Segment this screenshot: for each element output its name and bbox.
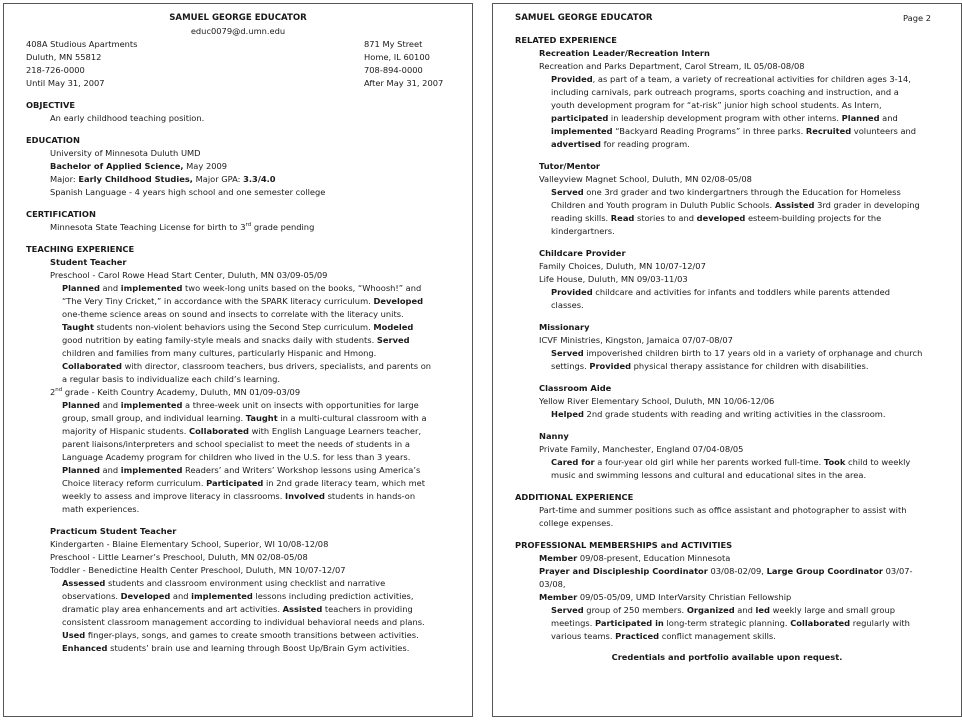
job-org: Life House, Duluth, MN 09/03-11/03 — [539, 274, 688, 284]
description-line: good nutrition by eating family-style meals and snacks daily with students. Served — [62, 335, 410, 345]
description-line: Assessed students and classroom environment using checklist and narrative — [62, 578, 386, 588]
additional-heading: ADDITIONAL EXPERIENCE — [515, 492, 634, 502]
description-line: including carnivals, park outreach programs, sports coaching and instruction, and a — [551, 87, 899, 97]
description-line: Collaborated with director, classroom teachers, bus drivers, specialists, and parents on — [62, 361, 432, 371]
related-heading: RELATED EXPERIENCE — [515, 35, 617, 45]
description-line: Planned and implemented a three-week unit on insects with opportunities for large — [62, 400, 419, 410]
description-line: Taught students non-violent behaviors using the Second Step curriculum. Modeled — [62, 322, 414, 332]
description-line: music and swimming lessons and cultural and educational sites in the area. — [551, 470, 867, 480]
objective-heading: OBJECTIVE — [26, 100, 76, 110]
additional-line: Part-time and summer positions such as office assistant and photographer to assist with — [539, 505, 907, 515]
job-org: Private Family, Manchester, England 07/04-08/05 — [539, 444, 744, 454]
job-org: ICVF Ministries, Kingston, Jamaica 07/07-08/07 — [539, 335, 733, 345]
description-line: meetings. Participated in long-term strategic planning. Collaborated regularly with — [551, 618, 910, 628]
description-line: majority of Hispanic students. Collaborated with English Language Learners teacher, — [62, 426, 422, 436]
address-right-line: After May 31, 2007 — [364, 78, 444, 88]
related-job — [515, 160, 939, 238]
practicum-description — [26, 577, 450, 655]
job-title: Nanny — [539, 431, 569, 441]
job1-description — [26, 282, 450, 386]
description-line: “The Very Tiny Cricket,” in accordance with the SPARK literacy curriculum. Developed — [62, 296, 424, 306]
job-title: Childcare Provider — [539, 248, 626, 258]
description-line: youth development program for “at-risk” junior high school students. As Intern, — [551, 100, 882, 110]
language: Spanish Language - 4 years high school and one semester college — [50, 187, 326, 197]
address-right-line: 708-894-0000 — [364, 65, 423, 75]
page2-header — [515, 12, 939, 25]
resume-page-2 — [492, 3, 962, 717]
description-line: group, small group, and individual learning. Taught in a multi-cultural classroom with a — [62, 413, 427, 423]
job-org: Family Choices, Duluth, MN 10/07-12/07 — [539, 261, 706, 271]
description-line: Served impoverished children birth to 17 years old in a variety of orphanage and church — [551, 348, 923, 358]
practicum-place: Toddler - Benedictine Health Center Preschool, Duluth, MN 10/07-12/07 — [50, 565, 346, 575]
description-line: Helped 2nd grade students with reading and writing activities in the classroom. — [551, 409, 886, 419]
membership-2: Prayer and Discipleship Coordinator 03/08-02/09, Large Group Coordinator 03/07-03/08, — [539, 566, 913, 589]
student-teacher-title: Student Teacher — [50, 257, 127, 267]
related-job — [515, 321, 939, 373]
email: educ0079@d.umn.edu — [190, 26, 286, 36]
objective-text: An early childhood teaching position. — [50, 113, 205, 123]
job-org: Recreation and Parks Department, Carol Stream, IL 05/08-08/08 — [539, 61, 805, 71]
related-job — [515, 247, 939, 312]
resume-name: SAMUEL GEORGE EDUCATOR — [515, 13, 653, 23]
job-description — [515, 347, 939, 373]
description-line: settings. Provided physical therapy assistance for children with disabilities. — [551, 361, 869, 371]
job-org: Yellow River Elementary School, Duluth, MN 10/06-12/06 — [539, 396, 775, 406]
membership-description — [515, 604, 939, 643]
description-line: Language Academy program for children who lived in the U.S. for less than 3 years. — [62, 452, 411, 462]
job-description — [515, 186, 939, 238]
description-line: advertised for reading program. — [551, 139, 690, 149]
job1-place: Preschool - Carol Rowe Head Start Center, Duluth, MN 03/09-05/09 — [50, 270, 328, 280]
description-line: Enhanced students’ brain use and learning through Boost Up/Brain Gym activities. — [62, 643, 410, 653]
description-line: dramatic play area enhancements and art activities. Assisted teachers in providing — [62, 604, 413, 614]
description-line: Cared for a four-year old girl while her parents worked full-time. Took child to weekly — [551, 457, 911, 467]
memberships-heading: PROFESSIONAL MEMBERSHIPS and ACTIVITIES — [515, 540, 733, 550]
address-left-line: Duluth, MN 55812 — [26, 52, 102, 62]
address-right-line: Home, IL 60100 — [364, 52, 430, 62]
description-line: Provided, as part of a team, a variety of recreational activities for children ages 3-14, — [551, 74, 911, 84]
job2-place: 2nd grade - Keith Country Academy, Duluth, MN 01/09-03/09 — [50, 387, 301, 397]
degree: Bachelor of Applied Science, May 2009 — [50, 161, 228, 171]
address-block — [26, 38, 450, 90]
description-line: reading skills. Read stories to and developed esteem-building projects for the — [551, 213, 882, 223]
address-left-line: 218-726-0000 — [26, 65, 85, 75]
description-line: various teams. Practiced conflict management skills. — [551, 631, 776, 641]
job-title: Classroom Aide — [539, 383, 612, 393]
practicum-title: Practicum Student Teacher — [50, 526, 177, 536]
certification-heading: CERTIFICATION — [26, 209, 96, 219]
description-line: a regular basis to individualize each child’s learning. — [62, 374, 281, 384]
job-title: Tutor/Mentor — [539, 161, 600, 171]
related-job — [515, 430, 939, 482]
teaching-heading: TEACHING EXPERIENCE — [26, 244, 135, 254]
membership-3: Member 09/05-05/09, UMD InterVarsity Christian Fellowship — [539, 592, 792, 602]
description-line: observations. Developed and implemented lessons including prediction activities, — [62, 591, 414, 601]
description-line: one-theme science areas on sound and insects to correlate with the literacy units. — [62, 309, 404, 319]
job-description — [515, 456, 939, 482]
job2-description — [26, 399, 450, 516]
related-jobs — [515, 47, 939, 482]
address-left-line: Until May 31, 2007 — [26, 78, 105, 88]
job-title: Recreation Leader/Recreation Intern — [539, 48, 710, 58]
education-heading: EDUCATION — [26, 135, 80, 145]
school: University of Minnesota Duluth UMD — [50, 148, 201, 158]
description-line: Provided childcare and activities for infants and toddlers while parents attended — [551, 287, 890, 297]
resume-page-1 — [3, 3, 473, 717]
description-line: implemented “Backyard Reading Programs” in three parks. Recruited volunteers and — [551, 126, 917, 136]
description-line: participated in leadership development program with other interns. Planned and — [551, 113, 898, 123]
job-title: Missionary — [539, 322, 590, 332]
practicum-place: Kindergarten - Blaine Elementary School, Superior, WI 10/08-12/08 — [50, 539, 329, 549]
job-org: Valleyview Magnet School, Duluth, MN 02/08-05/08 — [539, 174, 752, 184]
description-line: Planned and implemented two week-long units based on the books, “Whoosh!” and — [62, 283, 422, 293]
description-line: children and families from many cultures, particularly Hispanic and Hmong. — [62, 348, 377, 358]
description-line: Served group of 250 members. Organized and led weekly large and small group — [551, 605, 896, 615]
description-line: Planned and implemented Readers’ and Writers’ Workshop lessons using America’s — [62, 465, 421, 475]
job-description — [515, 286, 939, 312]
address-right-line: 871 My Street — [364, 39, 423, 49]
description-line: weekly to assess and improve literacy in classrooms. Involved students in hands-on — [62, 491, 416, 501]
description-line: Served one 3rd grader and two kindergartners through the Education for Homeless — [551, 187, 901, 197]
job-description — [515, 73, 939, 151]
footer-note: Credentials and portfolio available upon request. — [611, 652, 843, 662]
certification-text: Minnesota State Teaching License for birth to 3rd grade pending — [50, 222, 315, 232]
address-left-line: 408A Studious Apartments — [26, 39, 138, 49]
page-number: Page 2 — [902, 13, 931, 23]
additional-line: college expenses. — [539, 518, 614, 528]
membership-1: Member 09/08-present, Education Minnesota — [539, 553, 731, 563]
description-line: Choice literacy reform curriculum. Participated in 2nd grade literacy team, which met — [62, 478, 426, 488]
description-line: Used finger-plays, songs, and games to create smooth transitions between activities. — [62, 630, 419, 640]
description-line: classes. — [551, 300, 584, 310]
major: Major: Early Childhood Studies, Major GPA: 3.3/4.0 — [50, 174, 276, 184]
description-line: kindergartners. — [551, 226, 615, 236]
description-line: consistent classroom management according to individual behavioral needs and plans. — [62, 617, 425, 627]
description-line: parent liaisons/interpreters and school specialist to meet the needs of students in a — [62, 439, 410, 449]
practicum-place: Preschool - Little Learner’s Preschool, Duluth, MN 02/08-05/08 — [50, 552, 308, 562]
description-line: Children and Youth program in Duluth Public Schools. Assisted 3rd grader in developing — [551, 200, 920, 210]
description-line: math experiences. — [62, 504, 140, 514]
resume-name: SAMUEL GEORGE EDUCATOR — [169, 13, 307, 23]
related-job — [515, 382, 939, 421]
related-job — [515, 47, 939, 151]
job-description — [515, 408, 939, 421]
